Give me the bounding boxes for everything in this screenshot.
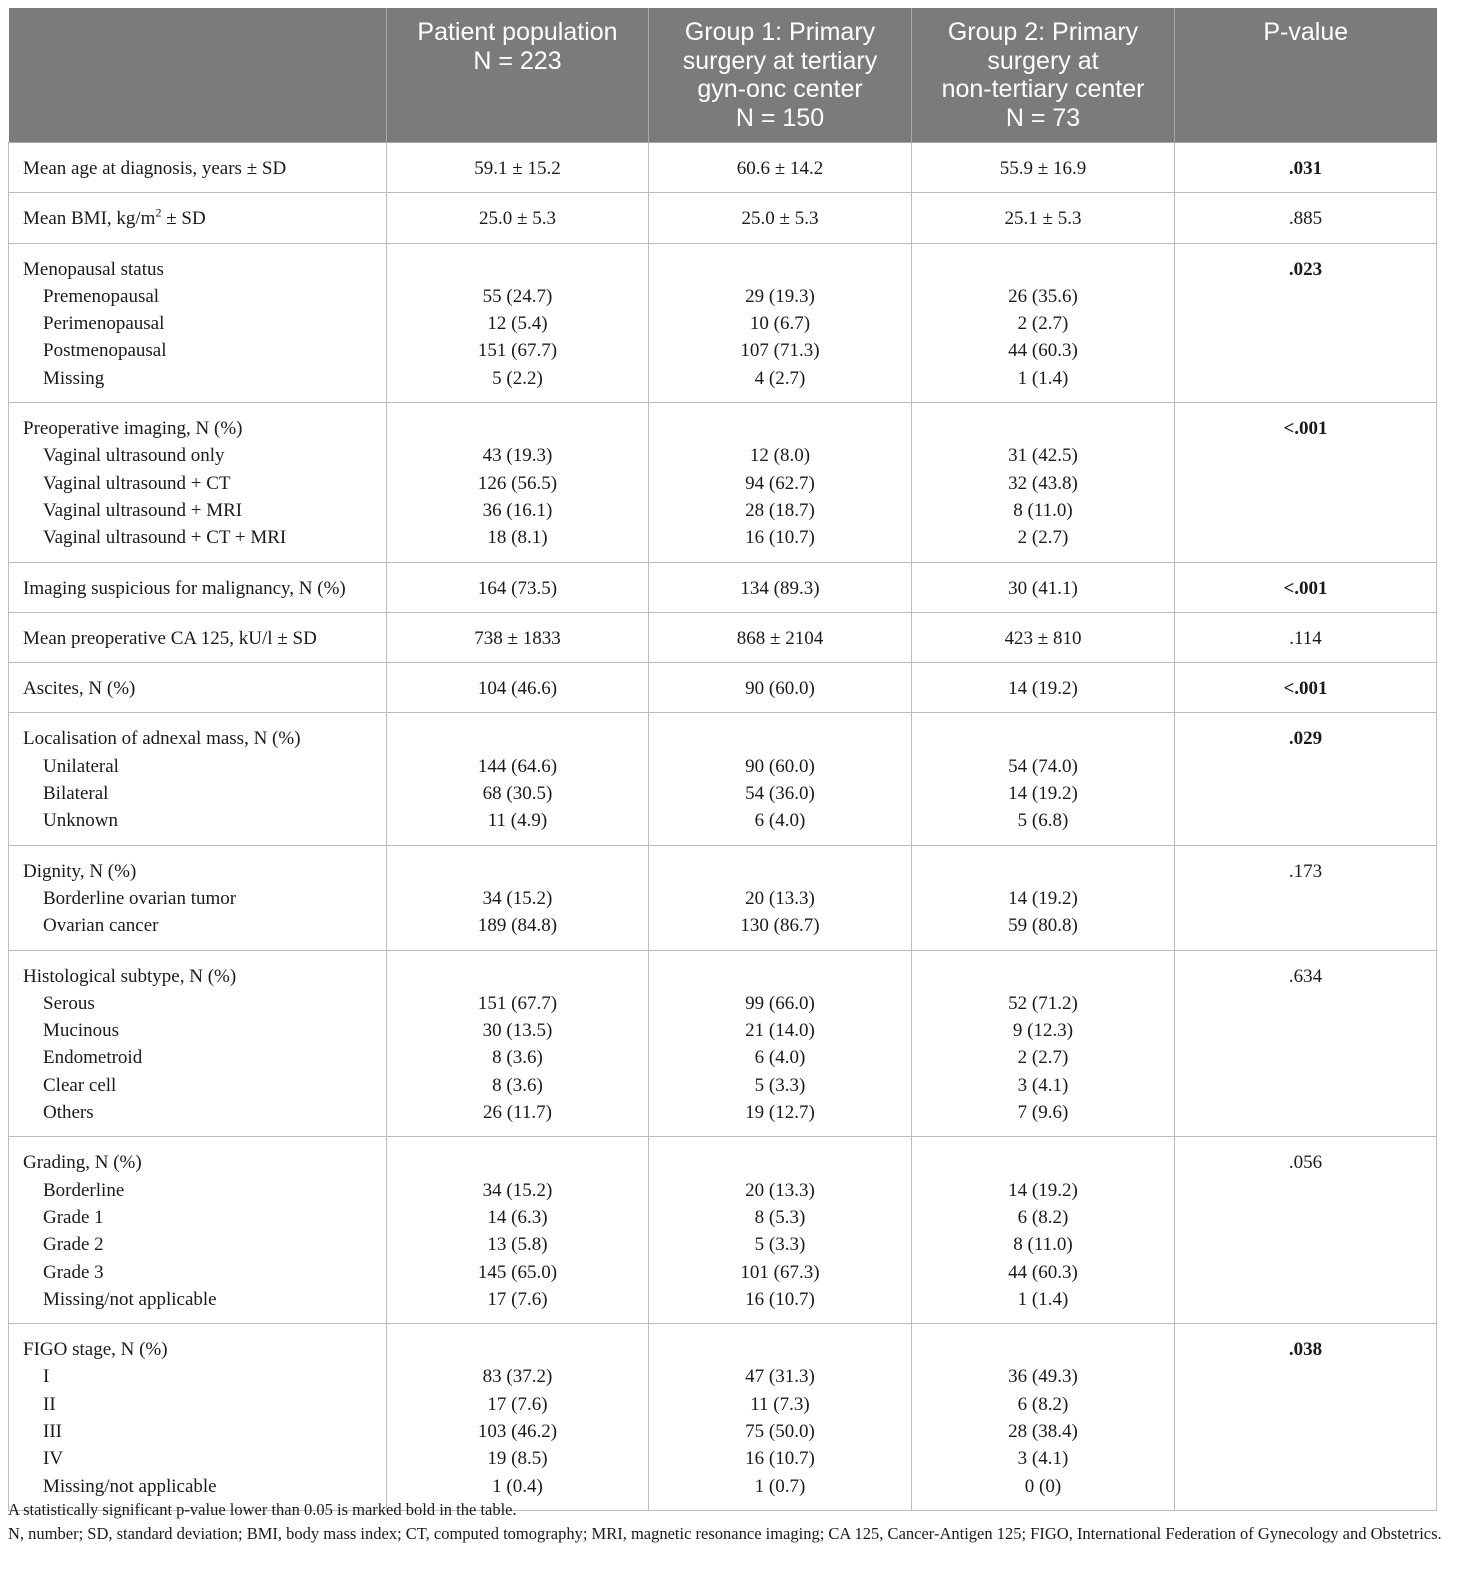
section-label xyxy=(23,1149,380,1176)
subrow-label: Others xyxy=(43,1102,94,1124)
section-label xyxy=(23,725,380,752)
cell-value: 60.6 ± 14.2 xyxy=(736,158,824,179)
row-label-cell xyxy=(9,950,387,1137)
cell-value: 52 (71.2) xyxy=(1008,992,1078,1014)
row-label-cell xyxy=(9,143,387,193)
section-label xyxy=(23,575,380,602)
row-label-cell xyxy=(9,663,387,713)
cell-value xyxy=(655,1336,905,1363)
table-header xyxy=(9,8,1437,143)
cell-value: 29 (19.3) xyxy=(745,285,815,307)
subrow-label: Vaginal ultrasound + CT xyxy=(43,472,231,494)
cell-value xyxy=(393,415,642,442)
cell-value xyxy=(918,256,1168,283)
cell-value: 25.0 ± 5.3 xyxy=(479,208,556,230)
cell-value: 5 (2.2) xyxy=(492,367,543,389)
p-value-cell xyxy=(1175,562,1437,612)
cell-value: 8 (3.6) xyxy=(492,1047,543,1069)
value-cell-patient-population xyxy=(387,612,649,662)
table-row xyxy=(9,663,1437,713)
cell-value: 34 (15.2) xyxy=(482,1179,553,1201)
cell-value: 59.1 ± 15.2 xyxy=(474,158,561,179)
value-cell-group-1 xyxy=(649,950,912,1137)
cell-value: 90 (60.0) xyxy=(745,678,815,700)
value-cell-patient-population xyxy=(387,950,649,1137)
value-cell-patient-population xyxy=(387,562,649,612)
subrow-label: Bilateral xyxy=(43,783,109,805)
cell-value: 19 (12.7) xyxy=(745,1102,815,1124)
cell-value: 145 (65.0) xyxy=(477,1261,558,1283)
cell-value: 18 (8.1) xyxy=(487,527,548,549)
p-value: .634 xyxy=(1288,965,1323,987)
section-label-text: Histological subtype, N (%) xyxy=(23,965,237,987)
value-cell-group-1 xyxy=(649,193,912,243)
cell-value: 14 (19.2) xyxy=(1008,887,1078,909)
value-cell-patient-population xyxy=(387,845,649,950)
subrow-label: Endometroid xyxy=(43,1047,143,1069)
subrow-label: Grade 3 xyxy=(43,1261,104,1283)
p-value-cell xyxy=(1175,1324,1437,1511)
patient-characteristics-table xyxy=(8,8,1437,1511)
p-value: <.001 xyxy=(1283,418,1328,440)
section-label-text: Mean age at diagnosis, years ± SD xyxy=(23,158,287,179)
subrow-label: I xyxy=(43,1366,50,1388)
cell-value: 134 (89.3) xyxy=(740,577,820,599)
value-cell-group-2 xyxy=(912,243,1175,402)
cell-value: 13 (5.8) xyxy=(487,1234,548,1256)
cell-value: 8 (5.3) xyxy=(754,1206,806,1228)
subrow-label: Vaginal ultrasound only xyxy=(43,445,225,467)
subrow-label: Missing/not applicable xyxy=(43,1288,217,1310)
subrow-label: Vaginal ultrasound + CT + MRI xyxy=(43,527,287,549)
p-value: .023 xyxy=(1288,258,1323,280)
cell-value: 28 (18.7) xyxy=(745,499,815,521)
value-cell-patient-population xyxy=(387,1324,649,1511)
p-value: .885 xyxy=(1288,208,1323,230)
header-row xyxy=(9,8,1437,143)
value-cell-group-2 xyxy=(912,713,1175,845)
cell-value xyxy=(655,415,905,442)
footnote-significance: A statistically significant p-value lower than 0.05 is marked bold in the table. xyxy=(8,1500,517,1519)
cell-value: 30 (13.5) xyxy=(482,1020,553,1042)
section-label-text: FIGO stage, N (%) xyxy=(23,1339,168,1361)
cell-value xyxy=(655,1149,905,1176)
cell-value xyxy=(655,725,905,752)
subrow-label: Mucinous xyxy=(43,1020,119,1042)
cell-value: 16 (10.7) xyxy=(745,1288,815,1310)
row-label-cell xyxy=(9,1137,387,1324)
value-cell-group-1 xyxy=(649,243,912,402)
table-row xyxy=(9,193,1437,243)
section-label-suffix: ± SD xyxy=(161,208,206,230)
cell-value: 36 (16.1) xyxy=(482,499,553,521)
value-cell-group-1 xyxy=(649,1324,912,1511)
cell-value: 10 (6.7) xyxy=(749,313,811,335)
cell-value: 21 (14.0) xyxy=(745,1020,815,1042)
cell-value: 1 (1.4) xyxy=(1017,1288,1069,1310)
cell-value: 44 (60.3) xyxy=(1008,1261,1078,1283)
cell-value: 17 (7.6) xyxy=(487,1393,548,1415)
section-label-text: Mean BMI, kg/m xyxy=(23,208,156,230)
cell-value: 103 (46.2) xyxy=(477,1420,558,1442)
section-label-text: Preoperative imaging, N (%) xyxy=(23,418,243,440)
cell-value: 28 (38.4) xyxy=(1008,1420,1078,1442)
section-label xyxy=(23,625,380,652)
cell-value: 8 (11.0) xyxy=(1013,1234,1073,1256)
cell-value: 130 (86.7) xyxy=(740,915,820,937)
value-cell-group-1 xyxy=(649,1137,912,1324)
cell-value: 54 (36.0) xyxy=(745,783,815,805)
value-cell-group-2 xyxy=(912,1324,1175,1511)
cell-value xyxy=(393,256,642,283)
section-label-text: Grading, N (%) xyxy=(23,1152,142,1174)
cell-value xyxy=(918,963,1168,990)
p-value: <.001 xyxy=(1283,678,1328,700)
value-cell-patient-population xyxy=(387,663,649,713)
p-value: .056 xyxy=(1288,1152,1323,1174)
cell-value: 0 (0) xyxy=(1024,1475,1062,1497)
patient-characteristics-table-container xyxy=(8,8,1436,1511)
value-cell-group-2 xyxy=(912,562,1175,612)
row-label-cell xyxy=(9,1324,387,1511)
cell-value xyxy=(655,256,905,283)
cell-value: 423 ± 810 xyxy=(1004,627,1082,649)
section-label xyxy=(23,256,380,283)
table-row xyxy=(9,612,1437,662)
subrow-label: Clear cell xyxy=(43,1074,117,1096)
value-cell-group-1 xyxy=(649,403,912,562)
subrow-label: Borderline xyxy=(43,1179,125,1201)
p-value-cell xyxy=(1175,193,1437,243)
row-label-cell xyxy=(9,713,387,845)
cell-value: 75 (50.0) xyxy=(745,1420,815,1442)
cell-value: 9 (12.3) xyxy=(1012,1020,1074,1042)
cell-value: 31 (42.5) xyxy=(1008,445,1078,467)
value-cell-group-1 xyxy=(649,663,912,713)
row-label-cell xyxy=(9,243,387,402)
cell-value: 25.0 ± 5.3 xyxy=(741,208,819,230)
value-cell-patient-population xyxy=(387,143,649,193)
cell-value: 14 (6.3) xyxy=(487,1206,548,1228)
cell-value: 5 (6.8) xyxy=(1017,810,1069,832)
header-cell-group-2: Group 2: Primary surgery at non-tertiary center N = 73 xyxy=(912,8,1175,143)
p-value-cell xyxy=(1175,612,1437,662)
cell-value: 4 (2.7) xyxy=(754,367,806,389)
p-value-cell xyxy=(1175,143,1437,193)
cell-value: 14 (19.2) xyxy=(1008,783,1078,805)
value-cell-group-1 xyxy=(649,845,912,950)
row-label-cell xyxy=(9,612,387,662)
cell-value xyxy=(918,1149,1168,1176)
table-row xyxy=(9,403,1437,562)
row-label-cell xyxy=(9,193,387,243)
table-row xyxy=(9,1324,1437,1511)
table-row xyxy=(9,562,1437,612)
value-cell-patient-population xyxy=(387,243,649,402)
cell-value xyxy=(918,1336,1168,1363)
subrow-label: Grade 1 xyxy=(43,1206,104,1228)
footnote-abbreviations: N, number; SD, standard deviation; BMI, body mass index; CT, computed tomography; MRI, magnetic resonance imaging; CA 125, Cancer-Antigen 125; FIGO, International Federation of Gynecology and Obstetrics. xyxy=(8,1524,1442,1543)
p-value: .031 xyxy=(1288,158,1323,179)
cell-value: 36 (49.3) xyxy=(1008,1366,1078,1388)
p-value-cell xyxy=(1175,403,1437,562)
section-label xyxy=(23,415,380,442)
subrow-label: III xyxy=(43,1420,62,1442)
cell-value xyxy=(393,725,642,752)
cell-value xyxy=(393,963,642,990)
cell-value: 6 (8.2) xyxy=(1017,1393,1069,1415)
subrow-label: Premenopausal xyxy=(43,285,160,307)
value-cell-group-2 xyxy=(912,143,1175,193)
cell-value: 189 (84.8) xyxy=(477,915,558,937)
cell-value: 1 (0.4) xyxy=(492,1475,543,1497)
value-cell-group-1 xyxy=(649,713,912,845)
p-value-cell xyxy=(1175,713,1437,845)
value-cell-patient-population xyxy=(387,193,649,243)
subrow-label: Perimenopausal xyxy=(43,313,165,335)
cell-value: 2 (2.7) xyxy=(1017,313,1069,335)
cell-value: 34 (15.2) xyxy=(482,887,553,909)
section-label-text: Localisation of adnexal mass, N (%) xyxy=(23,728,301,750)
header-cell-variable xyxy=(9,8,387,143)
cell-value: 6 (4.0) xyxy=(754,1047,806,1069)
subrow-label: Borderline ovarian tumor xyxy=(43,887,237,909)
table-row xyxy=(9,243,1437,402)
cell-value: 44 (60.3) xyxy=(1008,340,1078,362)
subrow-label: Ovarian cancer xyxy=(43,915,159,937)
cell-value: 1 (0.7) xyxy=(754,1475,806,1497)
cell-value: 14 (19.2) xyxy=(1008,678,1078,700)
cell-value: 59 (80.8) xyxy=(1008,915,1078,937)
cell-value: 94 (62.7) xyxy=(745,472,815,494)
cell-value: 19 (8.5) xyxy=(487,1448,548,1470)
cell-value: 30 (41.1) xyxy=(1008,577,1078,599)
table-footnotes xyxy=(8,1498,1448,1546)
value-cell-patient-population xyxy=(387,1137,649,1324)
cell-value: 55 (24.7) xyxy=(482,285,553,307)
value-cell-group-2 xyxy=(912,612,1175,662)
value-cell-group-2 xyxy=(912,1137,1175,1324)
section-label-text: Ascites, N (%) xyxy=(23,678,136,700)
cell-value: 12 (5.4) xyxy=(487,313,548,335)
value-cell-patient-population xyxy=(387,713,649,845)
section-label xyxy=(23,155,380,182)
value-cell-group-2 xyxy=(912,845,1175,950)
p-value: .173 xyxy=(1288,860,1323,882)
section-label xyxy=(23,858,380,885)
row-label-cell xyxy=(9,403,387,562)
cell-value: 868 ± 2104 xyxy=(736,627,824,649)
subrow-label: Unknown xyxy=(43,810,118,832)
p-value-cell xyxy=(1175,1137,1437,1324)
section-label-text: Menopausal status xyxy=(23,258,164,280)
section-label-superscript: 2 xyxy=(155,205,162,220)
row-label-cell xyxy=(9,845,387,950)
cell-value: 151 (67.7) xyxy=(477,992,558,1014)
table-row xyxy=(9,713,1437,845)
section-label xyxy=(23,205,380,232)
value-cell-group-1 xyxy=(649,143,912,193)
cell-value: 26 (35.6) xyxy=(1008,285,1078,307)
subrow-label: Grade 2 xyxy=(43,1234,104,1256)
cell-value xyxy=(918,415,1168,442)
header-cell-patient-population: Patient population N = 223 xyxy=(387,8,649,143)
subrow-label: Vaginal ultrasound + MRI xyxy=(43,499,243,521)
cell-value: 11 (7.3) xyxy=(750,1393,810,1415)
cell-value: 5 (3.3) xyxy=(754,1234,806,1256)
subrow-label: Missing/not applicable xyxy=(43,1475,217,1497)
p-value: .038 xyxy=(1288,1339,1323,1361)
cell-value: 25.1 ± 5.3 xyxy=(1004,208,1082,230)
cell-value: 107 (71.3) xyxy=(740,340,820,362)
cell-value: 101 (67.3) xyxy=(740,1261,820,1283)
cell-value: 6 (4.0) xyxy=(754,810,806,832)
cell-value xyxy=(655,963,905,990)
value-cell-group-1 xyxy=(649,562,912,612)
cell-value: 738 ± 1833 xyxy=(474,627,561,649)
subrow-label: II xyxy=(43,1393,56,1415)
cell-value: 144 (64.6) xyxy=(477,755,558,777)
value-cell-group-2 xyxy=(912,193,1175,243)
cell-value: 126 (56.5) xyxy=(477,472,558,494)
subrow-label: IV xyxy=(43,1448,64,1470)
section-label-text: Mean preoperative CA 125, kU/l ± SD xyxy=(23,627,317,649)
cell-value: 32 (43.8) xyxy=(1008,472,1078,494)
cell-value: 5 (3.3) xyxy=(754,1074,806,1096)
cell-value: 8 (3.6) xyxy=(492,1074,543,1096)
section-label xyxy=(23,1336,380,1363)
cell-value: 16 (10.7) xyxy=(745,527,815,549)
cell-value xyxy=(393,1149,642,1176)
section-label xyxy=(23,963,380,990)
header-cell-p-value: P-value xyxy=(1175,8,1437,143)
cell-value: 47 (31.3) xyxy=(745,1366,815,1388)
cell-value: 3 (4.1) xyxy=(1017,1448,1069,1470)
cell-value: 83 (37.2) xyxy=(482,1366,553,1388)
value-cell-patient-population xyxy=(387,403,649,562)
table-row xyxy=(9,950,1437,1137)
cell-value: 20 (13.3) xyxy=(745,887,815,909)
p-value-cell xyxy=(1175,845,1437,950)
cell-value: 54 (74.0) xyxy=(1008,755,1078,777)
cell-value: 1 (1.4) xyxy=(1017,367,1069,389)
cell-value: 6 (8.2) xyxy=(1017,1206,1069,1228)
row-label-cell xyxy=(9,562,387,612)
cell-value xyxy=(393,858,642,885)
table-body xyxy=(9,143,1437,1511)
cell-value: 20 (13.3) xyxy=(745,1179,815,1201)
cell-value: 164 (73.5) xyxy=(477,577,558,599)
cell-value: 8 (11.0) xyxy=(1013,499,1073,521)
cell-value: 3 (4.1) xyxy=(1017,1074,1069,1096)
p-value-cell xyxy=(1175,243,1437,402)
value-cell-group-2 xyxy=(912,663,1175,713)
cell-value: 17 (7.6) xyxy=(487,1288,548,1310)
cell-value xyxy=(918,725,1168,752)
table-row xyxy=(9,1137,1437,1324)
p-value: .114 xyxy=(1289,627,1322,649)
cell-value xyxy=(393,1336,642,1363)
section-label xyxy=(23,675,380,702)
cell-value: 14 (19.2) xyxy=(1008,1179,1078,1201)
section-label-text: Imaging suspicious for malignancy, N (%) xyxy=(23,577,346,599)
cell-value: 2 (2.7) xyxy=(1017,1047,1069,1069)
cell-value: 43 (19.3) xyxy=(482,445,553,467)
p-value: <.001 xyxy=(1283,577,1328,599)
subrow-label: Unilateral xyxy=(43,755,119,777)
cell-value: 90 (60.0) xyxy=(745,755,815,777)
cell-value: 99 (66.0) xyxy=(745,992,815,1014)
p-value: .029 xyxy=(1288,728,1323,750)
value-cell-group-2 xyxy=(912,403,1175,562)
value-cell-group-2 xyxy=(912,950,1175,1137)
table-row xyxy=(9,143,1437,193)
cell-value: 16 (10.7) xyxy=(745,1448,815,1470)
cell-value xyxy=(655,858,905,885)
cell-value: 11 (4.9) xyxy=(487,810,548,832)
cell-value: 68 (30.5) xyxy=(482,783,553,805)
p-value-cell xyxy=(1175,663,1437,713)
cell-value: 55.9 ± 16.9 xyxy=(999,158,1087,179)
subrow-label: Postmenopausal xyxy=(43,340,167,362)
p-value-cell xyxy=(1175,950,1437,1137)
value-cell-group-1 xyxy=(649,612,912,662)
header-cell-group-1: Group 1: Primary surgery at tertiary gyn-onc center N = 150 xyxy=(649,8,912,143)
subrow-label: Missing xyxy=(43,367,105,389)
cell-value: 7 (9.6) xyxy=(1017,1102,1069,1124)
cell-value: 26 (11.7) xyxy=(483,1102,552,1124)
cell-value: 12 (8.0) xyxy=(749,445,811,467)
cell-value: 2 (2.7) xyxy=(1017,527,1069,549)
subrow-label: Serous xyxy=(43,992,95,1014)
cell-value: 104 (46.6) xyxy=(477,678,558,700)
cell-value xyxy=(918,858,1168,885)
section-label-text: Dignity, N (%) xyxy=(23,860,137,882)
cell-value: 151 (67.7) xyxy=(477,340,558,362)
table-row xyxy=(9,845,1437,950)
